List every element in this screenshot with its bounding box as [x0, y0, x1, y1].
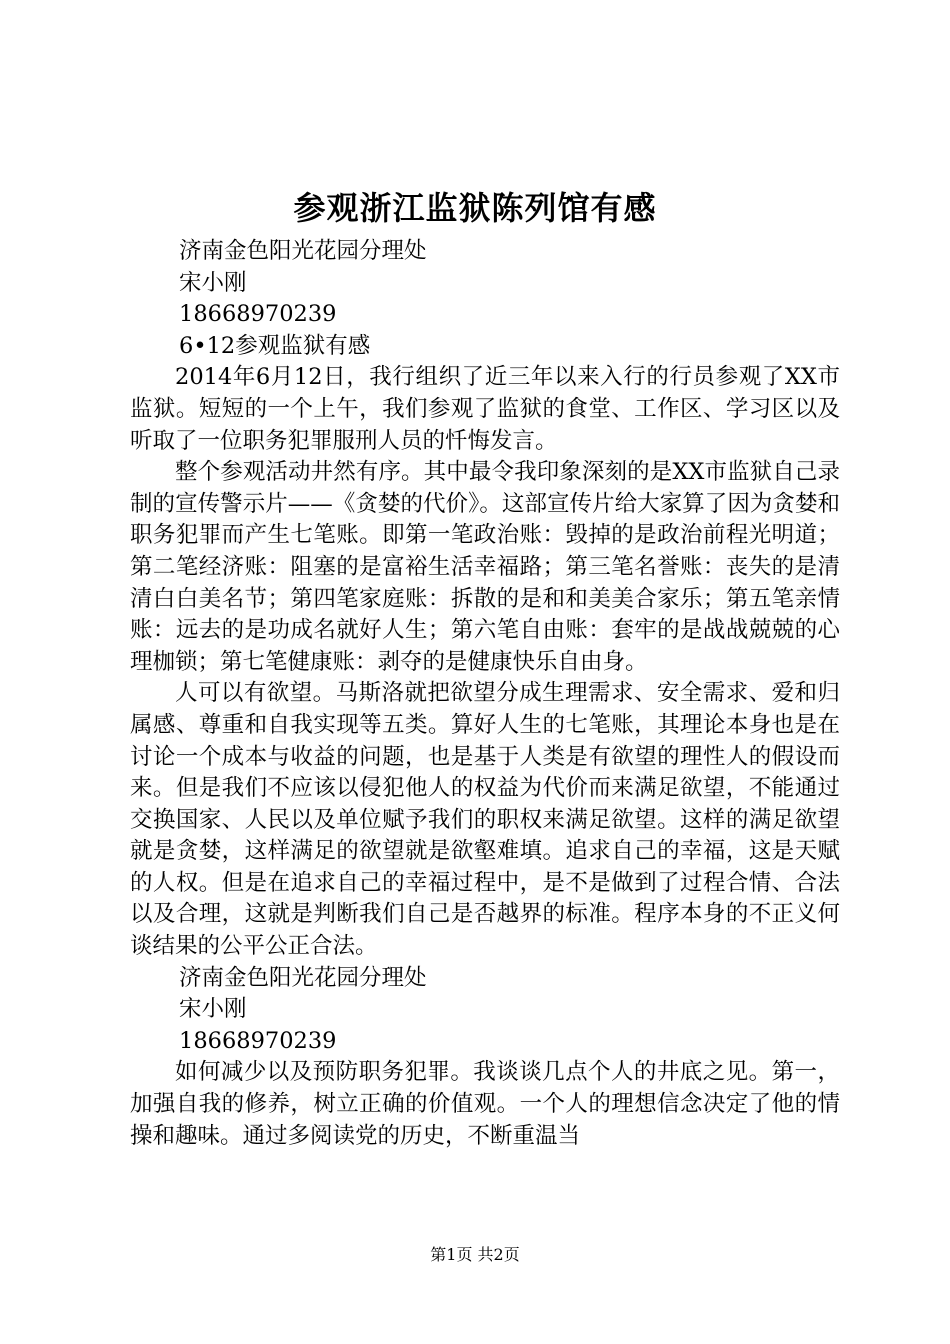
author-org: 济南金色阳光花园分理处 — [179, 238, 427, 264]
author-phone: 18668970239 — [179, 301, 337, 328]
paragraph-3: 人可以有欲望。马斯洛就把欲望分成生理需求、安全需求、爱和归属感、尊重和自我实现等五类。算好人生的七笔账，其理论本身也是在讨论一个成本与收益的问题，也是基于人类是有欲望的理性人的假设而来。但是我们不应该以侵犯他人的权益为代价而来满足欲望，不能通过交换国家、人民以及单位赋予我们的职权来满足欲望。这样的满足欲望就是贪婪，这样满足的欲望就是欲壑难填。追求自己的幸福，这是天赋的人权。但是在追求自己的幸福过程中，是不是做到了过程合情、合法以及合理，这就是判断我们自己是否越界的标准。程序本身的不正义何谈结果的公平公正合法。 — [130, 680, 840, 960]
author-name: 宋小刚 — [179, 269, 247, 296]
document-body — [130, 236, 840, 1152]
document-title: 参观浙江监狱陈列馆有感 — [293, 189, 657, 227]
signature-name: 宋小刚 — [179, 996, 247, 1023]
page-footer: 第1页 共2页 — [430, 1245, 520, 1264]
paragraph-2: 整个参观活动井然有序。其中最令我印象深刻的是XX市监狱自己录制的宣传警示片——《贪婪的代价》。这部宣传片给大家算了因为贪婪和职务犯罪而产生七笔账。即第一笔政治账：毁掉的是政治前程光明道；第二笔经济账：阻塞的是富裕生活幸福路；第三笔名誉账：丧失的是清清白白美名节；第四笔家庭账：拆散的是和和美美合家乐；第五笔亲情账：远去的是功成名就好人生；第六笔自由账：套牢的是战战兢兢的心理枷锁；第七笔健康账：剥夺的是健康快乐自由身。 — [130, 459, 840, 675]
paragraph-1: 2014年6月12日，我行组织了近三年以来入行的行员参观了XX市监狱。短短的一个上午，我们参观了监狱的食堂、工作区、学习区以及听取了一位职务犯罪服刑人员的忏悔发言。 — [130, 364, 840, 454]
document-subtitle: 6•12参观监狱有感 — [179, 332, 371, 359]
signature-org: 济南金色阳光花园分理处 — [179, 964, 427, 991]
paragraph-4: 如何减少以及预防职务犯罪。我谈谈几点个人的井底之见。第一，加强自我的修养，树立正确的价值观。一个人的理想信念决定了他的情操和趣味。通过多阅读党的历史，不断重温当 — [130, 1059, 840, 1149]
signature-phone: 18668970239 — [179, 1027, 337, 1054]
